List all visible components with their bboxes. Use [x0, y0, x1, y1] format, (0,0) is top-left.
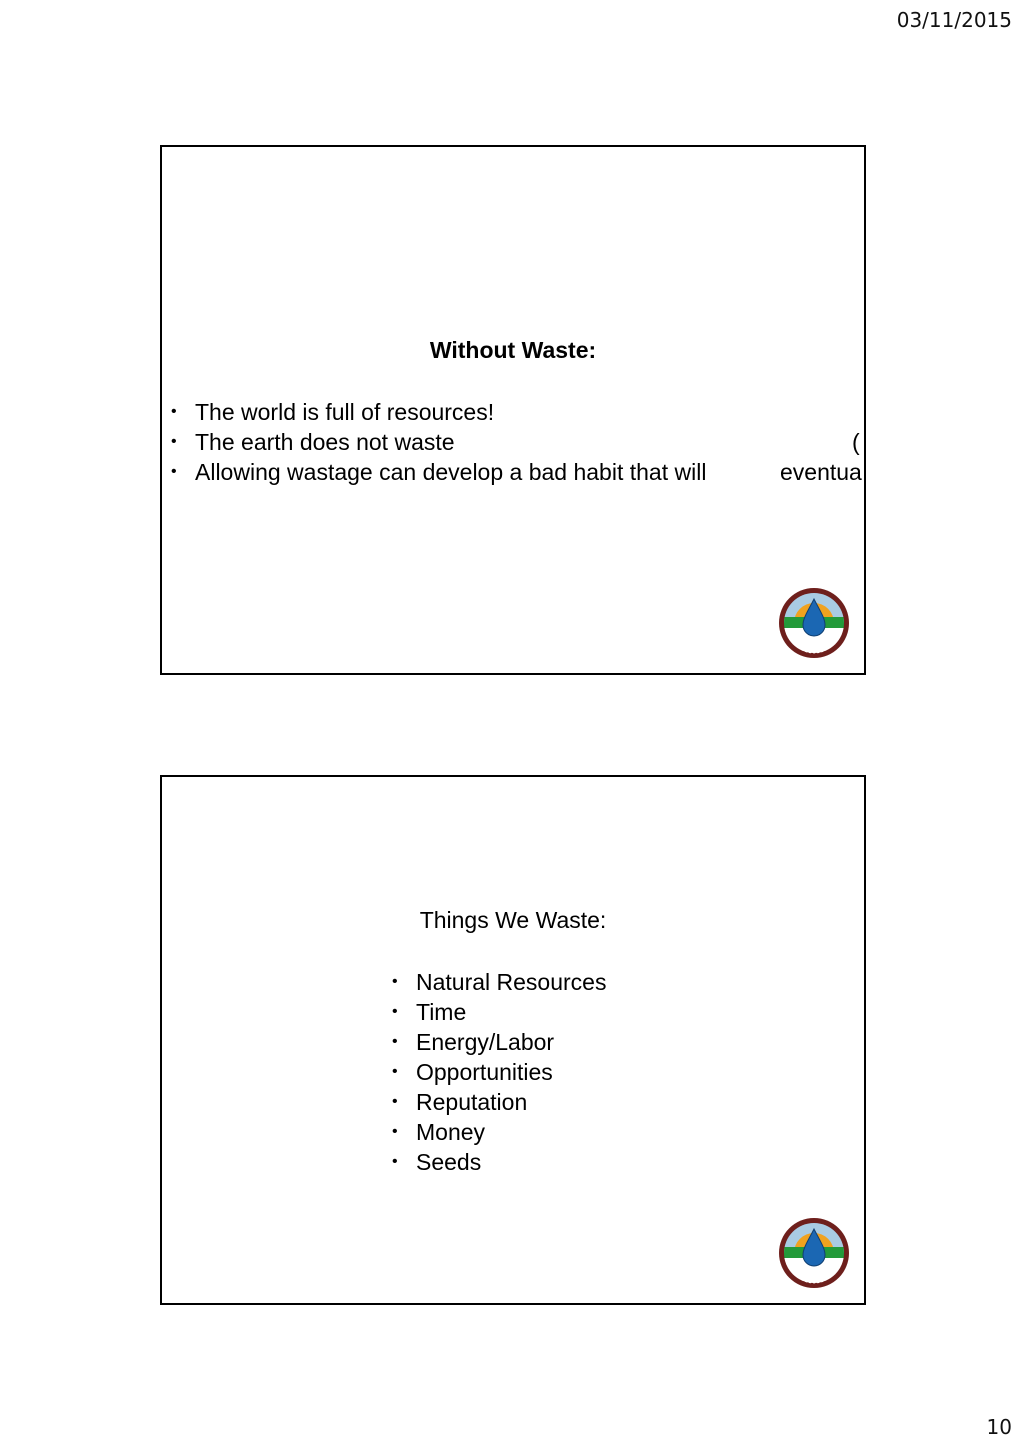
bullet-overflow-text: (: [852, 429, 860, 455]
bullet-item: • Reputation: [392, 1089, 528, 1115]
bullet-dot-icon: •: [392, 1003, 398, 1020]
bullet-dot-icon: •: [392, 1063, 398, 1080]
bullet-item: • Money: [392, 1119, 486, 1145]
slide-without-waste: [160, 145, 866, 675]
bullet-item: • Time: [392, 999, 467, 1025]
bullet-item: • Opportunities: [392, 1059, 553, 1085]
bullet-dot-icon: •: [392, 1033, 398, 1050]
bullet-item: • Natural Resources: [392, 969, 607, 995]
bullet-dot-icon: •: [392, 1093, 398, 1110]
bullet-dot-icon: •: [392, 1123, 398, 1140]
bullet-item: • Energy/Labor: [392, 1029, 555, 1055]
bullet-item: • Allowing wastage can develop a bad habit that will eventua: [171, 459, 862, 485]
slide-title: Things We Waste:: [419, 907, 607, 933]
bullet-dot-icon: •: [392, 1153, 398, 1170]
page-number: 10: [986, 1415, 1012, 1439]
bullet-overflow-text: eventua: [780, 459, 862, 485]
page-date: 03/11/2015: [896, 8, 1012, 32]
bullet-list: [171, 397, 866, 487]
water-drop-logo-icon: [778, 1217, 850, 1289]
bullet-dot-icon: •: [171, 463, 177, 480]
bullet-item: • The earth does not waste (: [171, 429, 860, 455]
bullet-dot-icon: •: [171, 433, 177, 450]
bullet-dot-icon: •: [171, 403, 177, 420]
bullet-item: • Seeds: [392, 1149, 482, 1175]
slide-title: Without Waste:: [429, 337, 597, 363]
slide-things-we-waste: [160, 775, 866, 1305]
bullet-item: • The world is full of resources!: [171, 399, 495, 425]
water-drop-logo-icon: [778, 587, 850, 659]
bullet-dot-icon: •: [392, 973, 398, 990]
bullet-list: [392, 967, 607, 1177]
